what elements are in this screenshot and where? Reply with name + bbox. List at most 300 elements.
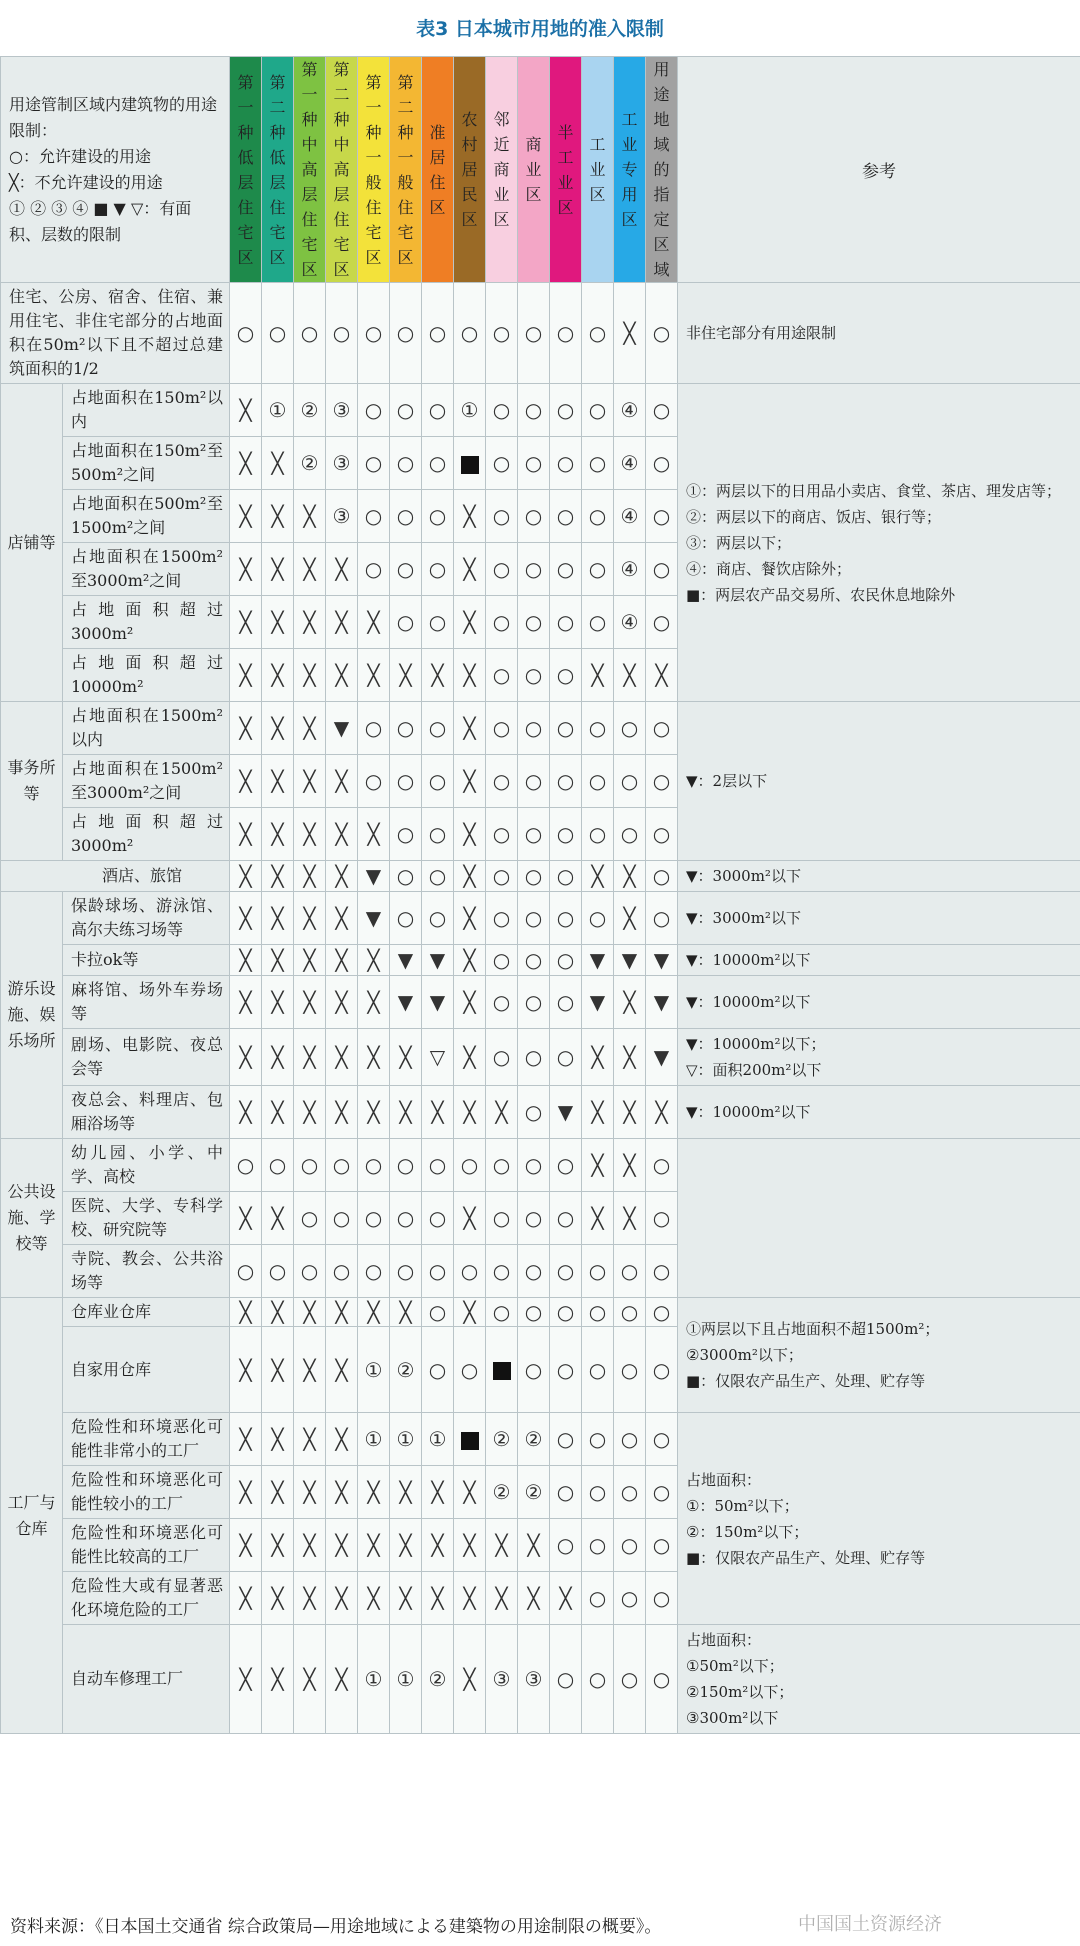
permission-cell: [262, 892, 294, 945]
permission-cell: [550, 1625, 582, 1734]
permission-cell: [230, 945, 262, 976]
permission-mark: ○: [428, 716, 447, 740]
permission-cell: [294, 437, 326, 490]
permission-mark: ╳: [303, 1480, 316, 1504]
permission-cell: [294, 1298, 326, 1327]
permission-mark: ○: [524, 610, 543, 634]
table-row: [1, 945, 1080, 976]
row-description: 剧场、电影院、夜总会等: [63, 1029, 230, 1086]
permission-mark: ○: [588, 769, 607, 793]
permission-cell: [326, 1086, 358, 1139]
permission-mark: ╳: [335, 1586, 348, 1610]
permission-cell: [230, 1192, 262, 1245]
permission-mark: ○: [588, 1427, 607, 1451]
permission-cell: [582, 1466, 614, 1519]
permission-mark: ○: [652, 321, 671, 345]
permission-mark: ╳: [591, 864, 604, 888]
permission-mark: ╳: [271, 1586, 284, 1610]
permission-cell: [230, 596, 262, 649]
permission-mark: ╳: [367, 610, 380, 634]
permission-cell: [326, 1298, 358, 1327]
row-description: 危险性和环境恶化可能性比较高的工厂: [63, 1519, 230, 1572]
permission-cell: [646, 892, 678, 945]
permission-mark: ①: [396, 1427, 415, 1451]
permission-cell: [358, 1572, 390, 1625]
permission-cell: [454, 1192, 486, 1245]
permission-cell: [614, 283, 646, 384]
permission-mark: ○: [332, 1153, 351, 1177]
permission-mark: ╳: [239, 906, 252, 930]
permission-cell: [454, 437, 486, 490]
permission-mark: ╳: [335, 948, 348, 972]
permission-mark: ╳: [463, 1206, 476, 1230]
permission-mark: ○: [652, 1667, 671, 1691]
permission-mark: ○: [396, 864, 415, 888]
permission-cell: [582, 1245, 614, 1298]
permission-cell: [294, 1413, 326, 1466]
zone-header: [230, 57, 262, 283]
permission-mark: ○: [652, 1153, 671, 1177]
permission-cell: [358, 490, 390, 543]
permission-mark: ○: [492, 716, 511, 740]
source-note: 资料来源：《日本国土交通省 综合政策局—用途地域による建築物の用途制限の概要》。: [10, 1917, 662, 1937]
permission-cell: [358, 1519, 390, 1572]
permission-mark: ╳: [367, 948, 380, 972]
permission-mark: ○: [364, 1153, 383, 1177]
permission-cell: [230, 892, 262, 945]
legend-cell: [1, 57, 230, 283]
permission-mark: ╳: [303, 1427, 316, 1451]
permission-mark: ○: [524, 557, 543, 581]
permission-cell: [486, 1327, 518, 1413]
permission-mark: ╳: [271, 1533, 284, 1557]
permission-cell: [646, 596, 678, 649]
permission-cell: [390, 1572, 422, 1625]
permission-mark: ○: [428, 1153, 447, 1177]
permission-mark: ○: [492, 451, 511, 475]
zone-header-label: 邻近商业区: [493, 110, 510, 229]
permission-mark: ○: [428, 1259, 447, 1283]
permission-cell: [614, 649, 646, 702]
permission-mark: ╳: [239, 1357, 252, 1382]
row-description: 占地面积在500m²至1500m²之间: [63, 490, 230, 543]
permission-mark: ④: [620, 504, 639, 528]
permission-mark: ○: [492, 1259, 511, 1283]
reference-note: ▼：10000m²以下: [678, 976, 1080, 1029]
permission-mark: ╳: [335, 1427, 348, 1451]
permission-cell: [614, 1139, 646, 1192]
permission-mark: ╳: [239, 948, 252, 972]
permission-cell: [294, 1192, 326, 1245]
permission-mark: ╳: [463, 1045, 476, 1069]
permission-cell: [262, 437, 294, 490]
permission-mark: ╳: [303, 663, 316, 687]
permission-cell: [518, 976, 550, 1029]
permission-cell: [230, 1327, 262, 1413]
permission-cell: [646, 976, 678, 1029]
permission-cell: [582, 892, 614, 945]
permission-mark: ╳: [463, 822, 476, 846]
permission-cell: [262, 1029, 294, 1086]
permission-cell: [486, 437, 518, 490]
permission-cell: [518, 861, 550, 892]
permission-mark: ②: [428, 1667, 447, 1691]
permission-cell: [454, 976, 486, 1029]
permission-mark: ○: [524, 504, 543, 528]
permission-cell: [646, 1086, 678, 1139]
permission-mark: ╳: [271, 1427, 284, 1451]
permission-cell: [518, 1086, 550, 1139]
permission-cell: [422, 384, 454, 437]
permission-cell: [454, 861, 486, 892]
permission-cell: [614, 1192, 646, 1245]
permission-cell: [518, 1327, 550, 1413]
permission-mark: ○: [300, 1153, 319, 1177]
permission-cell: [614, 945, 646, 976]
permission-cell: [230, 808, 262, 861]
permission-cell: [646, 755, 678, 808]
permission-mark: ○: [556, 1045, 575, 1069]
zone-header-label: 商业区: [525, 135, 542, 204]
reference-note: 占地面积： ①：50m²以下； ②：150m²以下； ■：仅限农产品生产、处理、贮存等: [678, 1413, 1080, 1625]
permission-mark: ╳: [623, 1153, 636, 1177]
permission-mark: ○: [236, 321, 255, 345]
table-row: [1, 702, 1080, 755]
table-row: [1, 1413, 1080, 1466]
permission-cell: [582, 1572, 614, 1625]
permission-cell: [422, 1466, 454, 1519]
permission-cell: [230, 1086, 262, 1139]
permission-cell: [390, 808, 422, 861]
permission-cell: [454, 1625, 486, 1734]
permission-cell: [486, 649, 518, 702]
permission-mark: ○: [620, 716, 639, 740]
permission-mark: ○: [588, 321, 607, 345]
permission-cell: [422, 1245, 454, 1298]
permission-mark: ╳: [271, 906, 284, 930]
permission-mark: ╳: [463, 769, 476, 793]
permission-cell: [454, 649, 486, 702]
permission-mark: ╳: [239, 451, 252, 475]
permission-cell: [230, 1519, 262, 1572]
permission-mark: ╳: [655, 1100, 668, 1124]
permission-cell: [646, 945, 678, 976]
permission-mark: ④: [620, 610, 639, 634]
permission-cell: [262, 945, 294, 976]
permission-mark: ╳: [335, 906, 348, 930]
permission-cell: [454, 1245, 486, 1298]
permission-cell: [582, 384, 614, 437]
permission-cell: [518, 1413, 550, 1466]
permission-cell: [294, 1029, 326, 1086]
permission-cell: [582, 543, 614, 596]
reference-note: ▼：3000m²以下: [678, 892, 1080, 945]
permission-mark: ○: [556, 822, 575, 846]
permission-mark: ○: [556, 1480, 575, 1504]
permission-cell: [358, 437, 390, 490]
permission-mark: ╳: [463, 1480, 476, 1504]
permission-mark: ╳: [239, 398, 252, 422]
permission-cell: [230, 1466, 262, 1519]
permission-mark: ╳: [367, 1045, 380, 1069]
legend-line: ○：允许建设的用途: [9, 146, 151, 166]
permission-cell: [646, 1466, 678, 1519]
permission-cell: [582, 861, 614, 892]
permission-cell: [614, 861, 646, 892]
permission-mark: ○: [300, 321, 319, 345]
permission-cell: [486, 384, 518, 437]
permission-cell: [550, 1572, 582, 1625]
permission-mark: ╳: [591, 1206, 604, 1230]
permission-mark: ○: [428, 864, 447, 888]
permission-mark: ○: [556, 398, 575, 422]
permission-cell: [646, 861, 678, 892]
permission-cell: [614, 1298, 646, 1327]
permission-mark: ○: [556, 906, 575, 930]
permission-mark: ②: [524, 1480, 543, 1504]
permission-cell: [518, 892, 550, 945]
permission-mark: ╳: [335, 1480, 348, 1504]
permission-cell: [294, 1572, 326, 1625]
permission-mark: ╳: [303, 769, 316, 793]
permission-cell: [294, 755, 326, 808]
permission-mark: ╳: [463, 557, 476, 581]
permission-cell: [294, 1327, 326, 1413]
permission-mark: ○: [588, 557, 607, 581]
permission-cell: [262, 1519, 294, 1572]
row-description: 住宅、公房、宿舍、住宿、兼用住宅、非住宅部分的占地面积在50m²以下且不超过总建筑面积的1/2: [1, 283, 230, 384]
permission-cell: [262, 283, 294, 384]
permission-mark: ③: [332, 398, 351, 422]
permission-cell: [582, 437, 614, 490]
permission-mark: ○: [556, 1427, 575, 1451]
permission-cell: [358, 945, 390, 976]
permission-mark: ╳: [495, 1586, 508, 1610]
table-row: [1, 1625, 1080, 1734]
permission-cell: [518, 1572, 550, 1625]
permission-mark: ○: [428, 1300, 447, 1324]
permission-mark: ╳: [239, 1427, 252, 1451]
permission-mark: ○: [556, 1153, 575, 1177]
permission-mark: ○: [364, 769, 383, 793]
permission-mark: ○: [428, 451, 447, 475]
permission-mark: ╳: [367, 1533, 380, 1557]
category-label: 游乐设施、娱乐场所: [1, 892, 63, 1139]
permission-cell: [486, 945, 518, 976]
permission-cell: [422, 283, 454, 384]
permission-cell: [614, 892, 646, 945]
permission-mark: ╳: [239, 990, 252, 1014]
permission-cell: [614, 976, 646, 1029]
permission-cell: [486, 283, 518, 384]
row-description: 麻将馆、场外车券场等: [63, 976, 230, 1029]
permission-cell: [422, 861, 454, 892]
permission-cell: [294, 1466, 326, 1519]
permission-cell: [518, 1466, 550, 1519]
permission-cell: [582, 490, 614, 543]
permission-cell: [390, 490, 422, 543]
permission-cell: [582, 649, 614, 702]
permission-mark: ▼: [429, 990, 446, 1014]
permission-mark: ○: [332, 1206, 351, 1230]
permission-mark: ○: [556, 1533, 575, 1557]
permission-cell: [358, 755, 390, 808]
permission-cell: [518, 543, 550, 596]
permission-mark: ○: [364, 1206, 383, 1230]
row-description: 仓库业仓库: [63, 1298, 230, 1327]
permission-cell: [390, 1298, 422, 1327]
permission-cell: [518, 384, 550, 437]
permission-cell: [230, 755, 262, 808]
permission-cell: [230, 1625, 262, 1734]
permission-mark: ○: [652, 769, 671, 793]
permission-mark: ④: [620, 451, 639, 475]
permission-mark: ╳: [271, 1100, 284, 1124]
zone-header: [486, 57, 518, 283]
permission-cell: [646, 1327, 678, 1413]
permission-mark: ╳: [303, 1586, 316, 1610]
permission-cell: [422, 702, 454, 755]
permission-mark: ╳: [303, 1533, 316, 1557]
permission-mark: ╳: [335, 557, 348, 581]
permission-cell: [646, 702, 678, 755]
permission-cell: [518, 490, 550, 543]
permission-mark: ╳: [239, 557, 252, 581]
table-row: [1, 976, 1080, 1029]
table-row: [1, 283, 1080, 384]
permission-mark: ╳: [527, 1586, 540, 1610]
permission-mark: ○: [364, 1259, 383, 1283]
permission-cell: [326, 976, 358, 1029]
permission-mark: ╳: [367, 663, 380, 687]
row-description: 占地面积超过3000m²: [63, 808, 230, 861]
permission-cell: [646, 1298, 678, 1327]
permission-mark: ╳: [303, 610, 316, 634]
permission-cell: [390, 596, 422, 649]
permission-mark: ③: [332, 504, 351, 528]
permission-mark: ╳: [239, 1586, 252, 1610]
permission-cell: [390, 283, 422, 384]
permission-cell: [614, 384, 646, 437]
permission-mark: ○: [556, 610, 575, 634]
permission-cell: [614, 702, 646, 755]
permission-mark: ╳: [591, 1153, 604, 1177]
table-row: [1, 892, 1080, 945]
permission-cell: [390, 1029, 422, 1086]
permission-mark: ○: [524, 990, 543, 1014]
permission-mark: ╳: [335, 769, 348, 793]
permission-mark: ○: [524, 451, 543, 475]
permission-cell: [326, 1139, 358, 1192]
permission-cell: [230, 1572, 262, 1625]
permission-mark: ○: [300, 1206, 319, 1230]
permission-mark: ○: [492, 663, 511, 687]
permission-mark: ○: [652, 1259, 671, 1283]
permission-mark: ○: [492, 1045, 511, 1069]
permission-mark: ╳: [271, 610, 284, 634]
permission-mark: ○: [236, 1259, 255, 1283]
permission-mark: ╳: [399, 1533, 412, 1557]
permission-cell: [358, 1298, 390, 1327]
permission-cell: [454, 490, 486, 543]
permission-cell: [230, 490, 262, 543]
permission-cell: [358, 1466, 390, 1519]
permission-mark: ○: [556, 948, 575, 972]
reference-note: ▼：10000m²以下: [678, 945, 1080, 976]
permission-cell: [518, 596, 550, 649]
permission-cell: [646, 490, 678, 543]
permission-cell: [550, 1466, 582, 1519]
permission-mark: ╳: [303, 1357, 316, 1382]
permission-cell: [326, 543, 358, 596]
permission-cell: [390, 1625, 422, 1734]
row-description: 占地面积在150m²以内: [63, 384, 230, 437]
permission-cell: [518, 945, 550, 976]
permission-cell: [262, 861, 294, 892]
permission-cell: [582, 1192, 614, 1245]
permission-mark: ○: [332, 1259, 351, 1283]
permission-cell: [262, 1327, 294, 1413]
permission-mark: ○: [588, 504, 607, 528]
reference-note: [678, 1139, 1080, 1298]
permission-mark: ╳: [335, 1357, 348, 1382]
permission-mark: ○: [556, 1206, 575, 1230]
permission-cell: [230, 1298, 262, 1327]
permission-cell: [454, 1466, 486, 1519]
permission-mark: ○: [652, 1206, 671, 1230]
permission-mark: ○: [460, 1357, 479, 1382]
permission-cell: [422, 1029, 454, 1086]
permission-cell: [262, 1466, 294, 1519]
permission-mark: ○: [620, 1357, 639, 1382]
reference-note: 占地面积： ①50m²以下； ②150m²以下； ③300m²以下: [678, 1625, 1080, 1734]
permission-mark: ○: [556, 1259, 575, 1283]
permission-cell: [646, 1572, 678, 1625]
permission-cell: [262, 976, 294, 1029]
permission-cell: [230, 543, 262, 596]
permission-cell: [550, 437, 582, 490]
permission-cell: [486, 755, 518, 808]
permission-cell: [262, 1625, 294, 1734]
permission-mark: ╳: [271, 663, 284, 687]
permission-cell: [390, 945, 422, 976]
permission-cell: [582, 1139, 614, 1192]
permission-cell: [614, 490, 646, 543]
filled-square-icon: [493, 1362, 511, 1380]
reference-note: ▼：2层以下: [678, 702, 1080, 861]
permission-mark: ○: [364, 398, 383, 422]
permission-cell: [486, 1086, 518, 1139]
permission-mark: ╳: [303, 716, 316, 740]
permission-mark: ○: [588, 610, 607, 634]
permission-mark: ╳: [271, 1357, 284, 1382]
permission-mark: ③: [524, 1667, 543, 1691]
permission-mark: ○: [396, 906, 415, 930]
permission-cell: [582, 1413, 614, 1466]
reference-note: ▼：10000m²以下； ▽：面积200m²以下: [678, 1029, 1080, 1086]
permission-cell: [358, 649, 390, 702]
permission-mark: ○: [652, 906, 671, 930]
permission-cell: [326, 1245, 358, 1298]
permission-cell: [326, 1029, 358, 1086]
permission-cell: [326, 1192, 358, 1245]
permission-mark: ○: [652, 864, 671, 888]
permission-mark: ╳: [335, 864, 348, 888]
permission-cell: [422, 1139, 454, 1192]
permission-cell: [326, 283, 358, 384]
permission-mark: ③: [332, 451, 351, 475]
permission-mark: ╳: [335, 990, 348, 1014]
